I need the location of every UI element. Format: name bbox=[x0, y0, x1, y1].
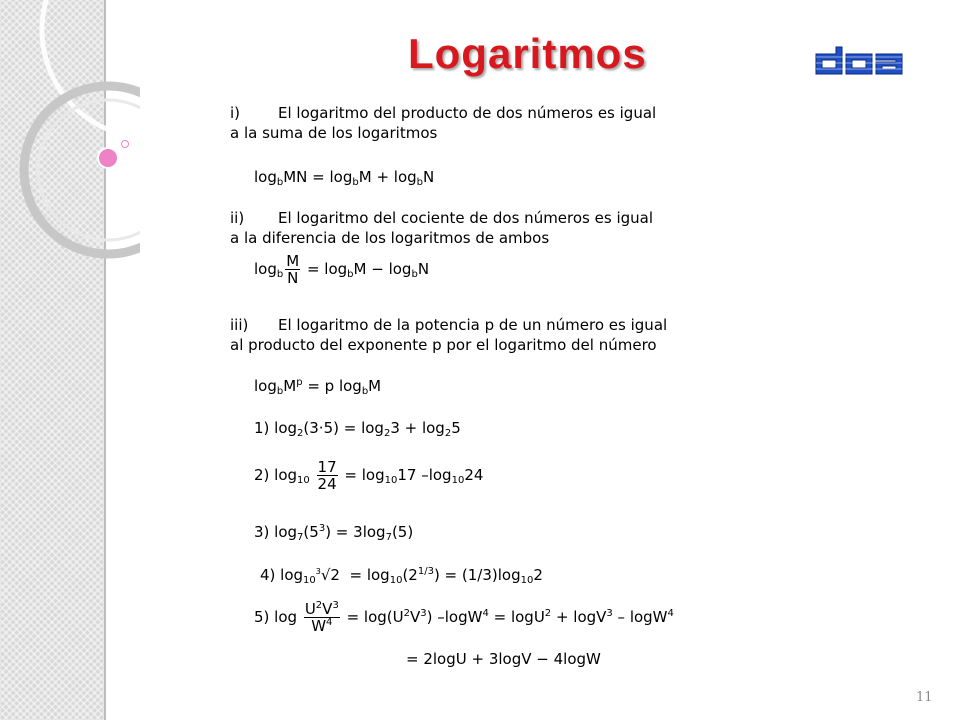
rule-i bbox=[230, 103, 656, 143]
rule-number: i) bbox=[230, 104, 241, 122]
rule-text: al producto del exponente p por el logaritmo del número bbox=[230, 336, 657, 354]
example-1: 1) $\log_2(3\cdot 5) = \log_23 + \log_25$ bbox=[254, 419, 461, 439]
page-title: Logaritmos bbox=[408, 30, 647, 77]
rule-text: El logaritmo del producto de dos números es igual bbox=[278, 104, 657, 122]
logo bbox=[814, 44, 906, 82]
pink-bullet-icon bbox=[98, 148, 118, 168]
formula-product: $\log_bMN = \log_bM + \log_bN$ bbox=[254, 168, 435, 188]
rule-text: a la diferencia de los logaritmos de ambos bbox=[230, 229, 550, 247]
rule-text: El logaritmo de la potencia p de un número es igual bbox=[278, 316, 668, 334]
rule-number: iii) bbox=[230, 316, 249, 334]
formula-quotient: $\log_b$ $\frac{M}{N}$ = $\log_bM - \log_bN$ bbox=[254, 252, 430, 287]
example-4: 4) $\log_{10}^3√2 = \log_{10}(2^{1/3}) = (1/3)\log_{10}2$ bbox=[260, 566, 543, 586]
rule-ii bbox=[230, 208, 653, 248]
page-number: 11 bbox=[916, 690, 933, 705]
rule-iii bbox=[230, 315, 667, 355]
rule-number: ii) bbox=[230, 209, 245, 227]
formula-power: $\log_bM^p = p$ $\log_bM$ bbox=[254, 377, 382, 397]
rule-text: El logaritmo del cociente de dos números es igual bbox=[278, 209, 653, 227]
example-5-result: = 2logU + 3logV − 4logW bbox=[406, 650, 601, 668]
small-ring-icon bbox=[122, 141, 129, 148]
example-5: 5) log $\frac{U^2V^3}{W^4}$ = $\log(U^2V^3) -\log W^4 = \log U^2 + \log V^3 - \log W^4$ bbox=[254, 600, 674, 635]
rule-text: a la suma de los logaritmos bbox=[230, 124, 438, 142]
decorative-circles bbox=[0, 0, 140, 260]
doa-logo-icon bbox=[814, 44, 906, 78]
example-2: 2) $\log_{10}$ $\frac{17}{24}$ = $\log_{10}17$ $-\log_{10}24$ bbox=[254, 458, 484, 493]
example-3: 3) $\log_7(5^3) = 3\log_7(5)$ bbox=[254, 523, 414, 543]
